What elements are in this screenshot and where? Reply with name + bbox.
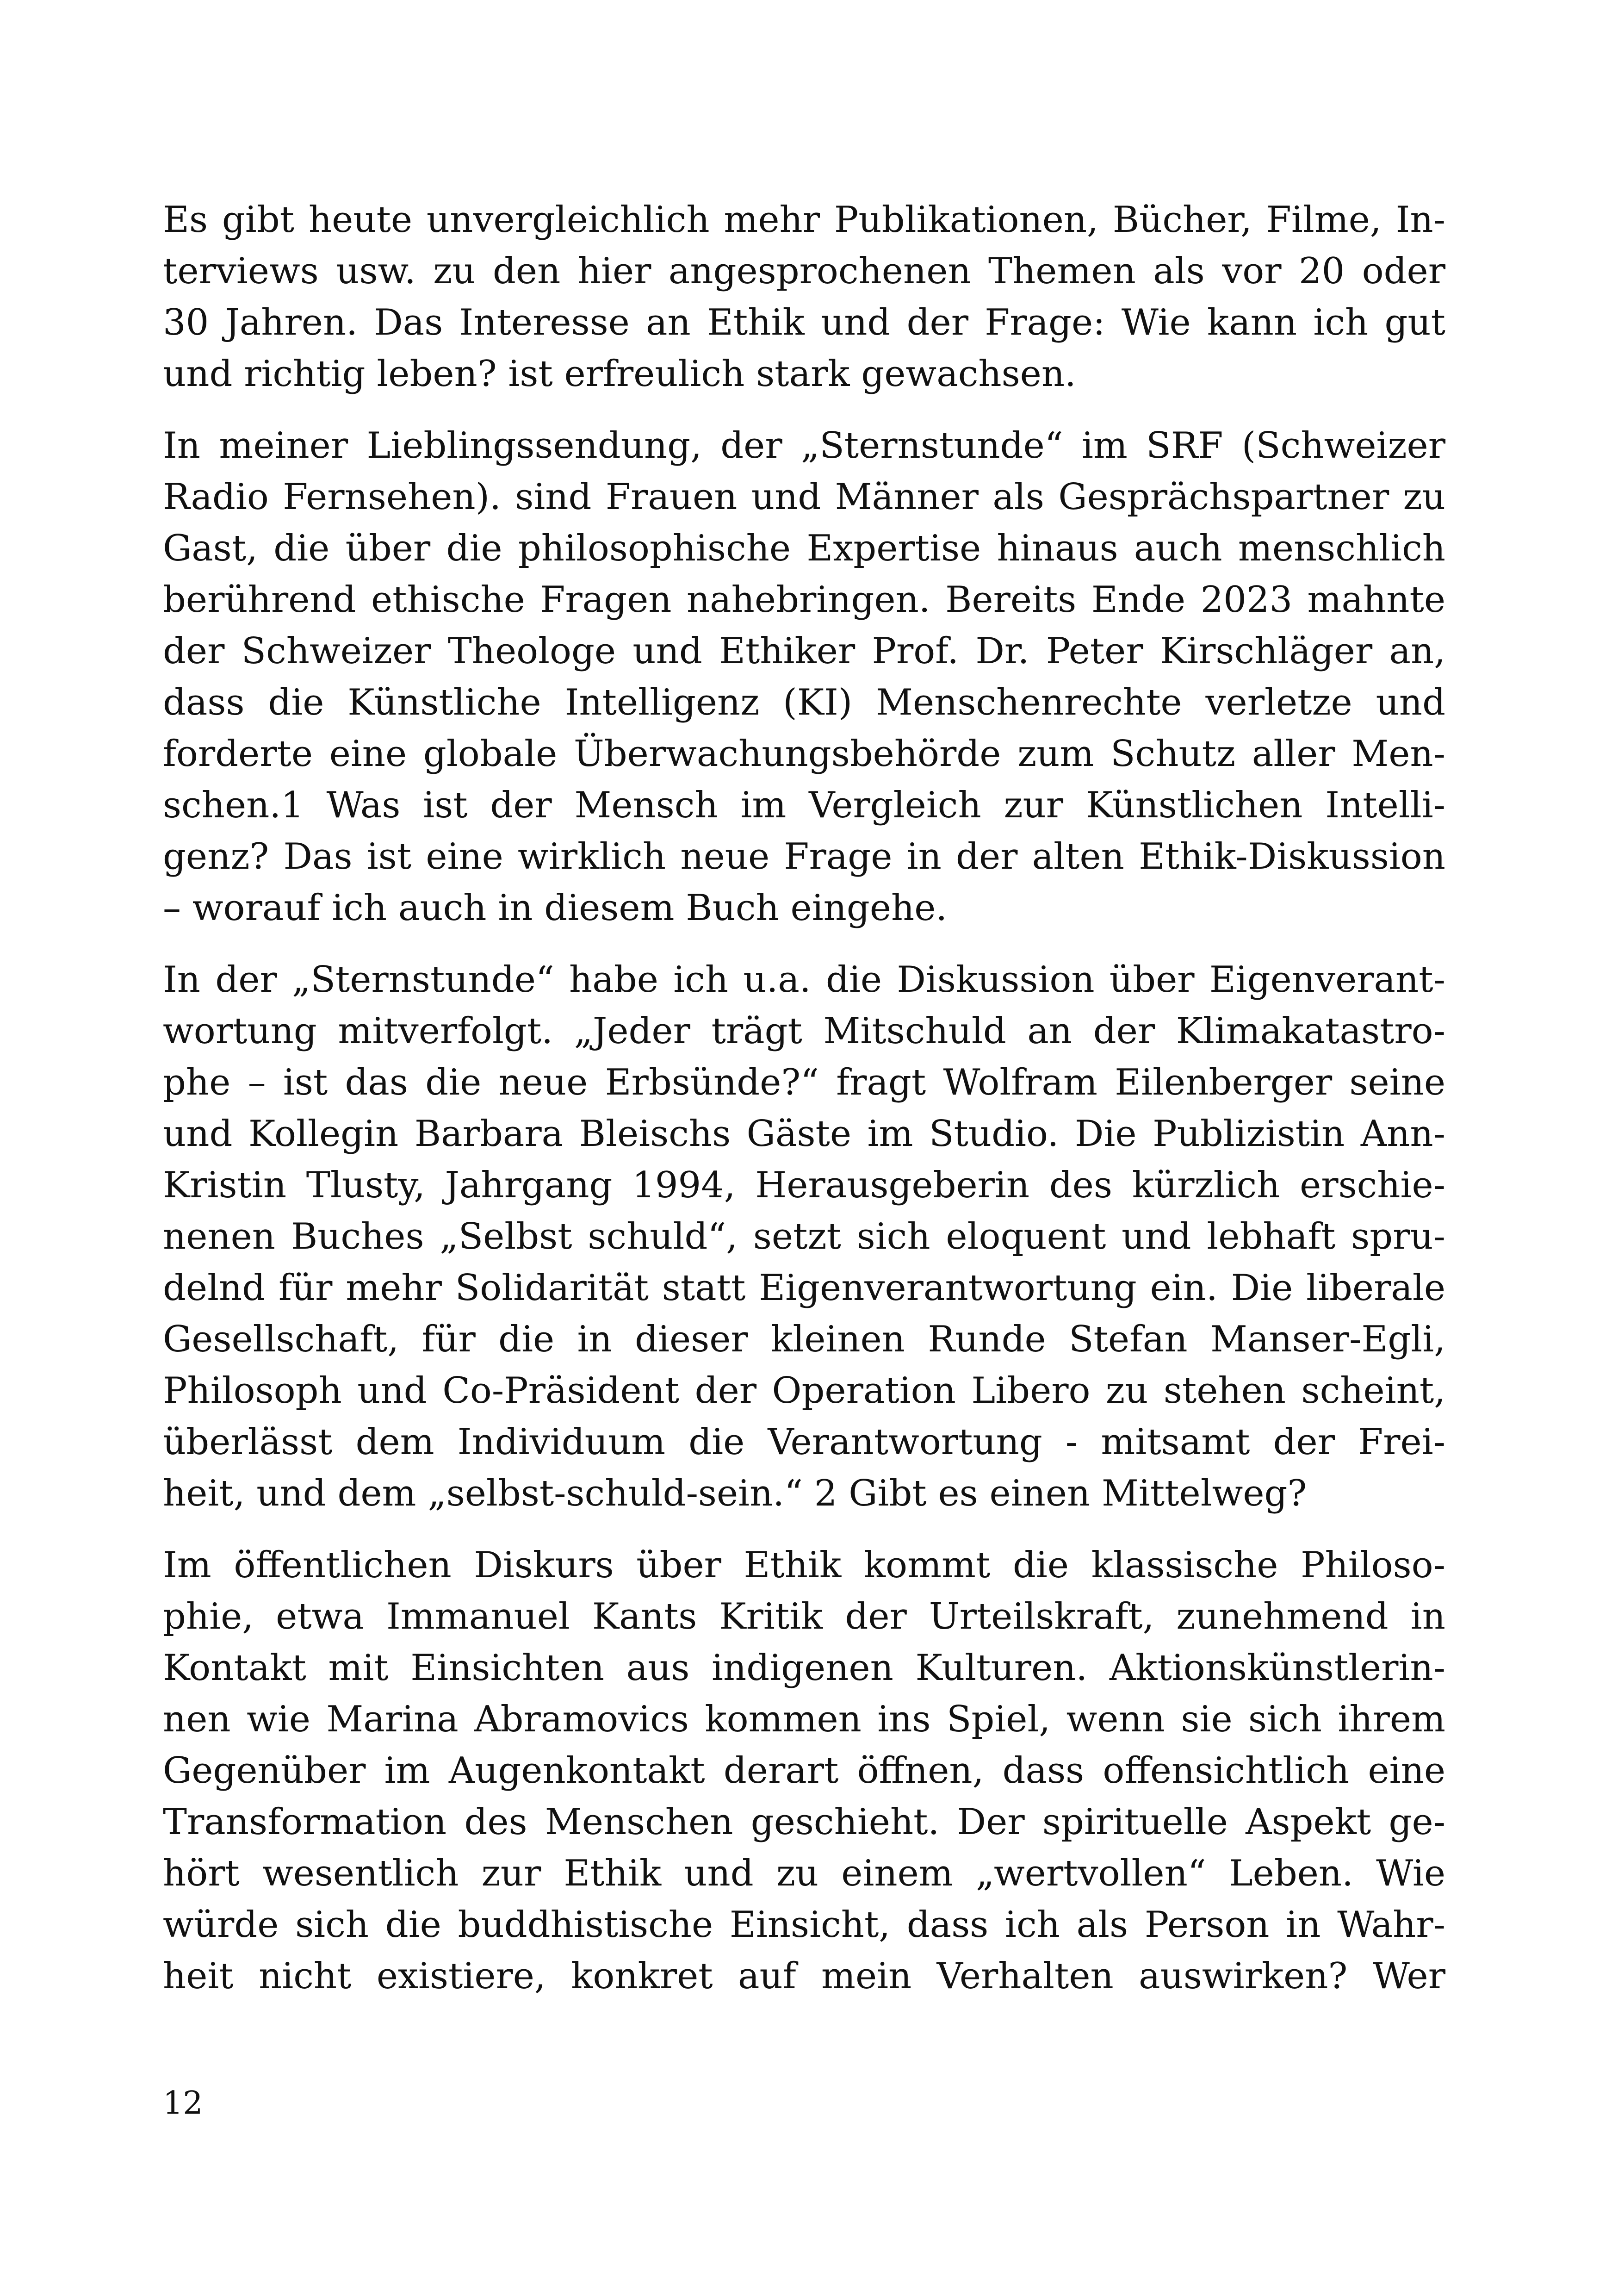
- text-line: In meiner Lieblingssendung, der „Sternstunde“ im SRF (Schweizer: [163, 425, 1445, 467]
- text-line: hört wesentlich zur Ethik und zu einem „wertvollen“ Leben. Wie: [163, 1853, 1445, 1894]
- text-line: und Kollegin Barbara Bleischs Gäste im Studio. Die Publizistin Ann-: [163, 1113, 1445, 1155]
- text-line: In der „Sternstunde“ habe ich u.a. die Diskussion über Eigenverant-: [163, 959, 1445, 1001]
- text-line: Gesellschaft, für die in dieser kleinen Runde Stefan Manser-Egli,: [163, 1319, 1445, 1360]
- text-line: Es gibt heute unvergleichlich mehr Publikationen, Bücher, Filme, In-: [163, 199, 1445, 241]
- text-line: terviews usw. zu den hier angesprochenen Themen als vor 20 oder: [163, 250, 1445, 292]
- paragraph: [163, 420, 1445, 934]
- text-line: dass die Künstliche Intelligenz (KI) Menschenrechte verletze und: [163, 682, 1445, 723]
- text-line: berührend ethische Fragen nahebringen. Bereits Ende 2023 mahnte: [163, 579, 1445, 621]
- text-line: genz? Das ist eine wirklich neue Frage in der alten Ethik-Diskussion: [163, 836, 1445, 877]
- text-line: und richtig leben? ist erfreulich stark gewachsen.: [163, 353, 1076, 395]
- text-line: heit, und dem „selbst-schuld-sein.“ 2 Gibt es einen Mittelweg?: [163, 1473, 1307, 1514]
- text-line: nenen Buches „Selbst schuld“, setzt sich eloquent und lebhaft spru-: [163, 1216, 1445, 1257]
- text-line: phie, etwa Immanuel Kants Kritik der Urteilskraft, zunehmend in: [163, 1596, 1445, 1637]
- text-line: würde sich die buddhistische Einsicht, dass ich als Person in Wahr-: [163, 1904, 1445, 1946]
- text-line: Radio Fernsehen). sind Frauen und Männer als Gesprächspartner zu: [163, 476, 1445, 518]
- text-line: Philosoph und Co-Präsident der Operation Libero zu stehen scheint,: [163, 1370, 1445, 1412]
- text-line: wortung mitverfolgt. „Jeder trägt Mitschuld an der Klimakatastro-: [163, 1010, 1445, 1052]
- text-line: überlässt dem Individuum die Verantwortung - mitsamt der Frei-: [163, 1421, 1445, 1463]
- text-line: Gast, die über die philosophische Expertise hinaus auch menschlich: [163, 528, 1445, 569]
- text-line: Kristin Tlusty, Jahrgang 1994, Herausgeberin des kürzlich erschie-: [163, 1164, 1445, 1206]
- page-number: 12: [163, 2085, 203, 2122]
- paragraph: [163, 194, 1445, 400]
- text-line: schen.1 Was ist der Mensch im Vergleich zur Künstlichen Intelli-: [163, 784, 1445, 826]
- text-line: nen wie Marina Abramovics kommen ins Spiel, wenn sie sich ihrem: [163, 1699, 1445, 1740]
- text-line: heit nicht existiere, konkret auf mein Verhalten auswirken? Wer: [163, 1955, 1445, 1997]
- text-line: delnd für mehr Solidarität statt Eigenverantwortung ein. Die liberale: [163, 1267, 1445, 1309]
- text-line: Im öffentlichen Diskurs über Ethik kommt die klassische Philoso-: [163, 1544, 1445, 1586]
- paragraph: [163, 1540, 1445, 2002]
- text-line: der Schweizer Theologe und Ethiker Prof. Dr. Peter Kirschläger an,: [163, 630, 1445, 672]
- text-line: phe – ist das die neue Erbsünde?“ fragt Wolfram Eilenberger seine: [163, 1062, 1445, 1103]
- text-line: forderte eine globale Überwachungsbehörde zum Schutz aller Men-: [163, 733, 1445, 775]
- text-line: Gegenüber im Augenkontakt derart öffnen, dass offensichtlich eine: [163, 1750, 1445, 1792]
- paragraph: [163, 954, 1445, 1519]
- body-text: [163, 194, 1445, 2022]
- text-line: – worauf ich auch in diesem Buch eingehe.: [163, 887, 948, 929]
- text-line: 30 Jahren. Das Interesse an Ethik und der Frage: Wie kann ich gut: [163, 302, 1445, 343]
- text-line: Kontakt mit Einsichten aus indigenen Kulturen. Aktionskünstlerin-: [163, 1647, 1445, 1689]
- text-line: Transformation des Menschen geschieht. Der spirituelle Aspekt ge-: [163, 1801, 1445, 1843]
